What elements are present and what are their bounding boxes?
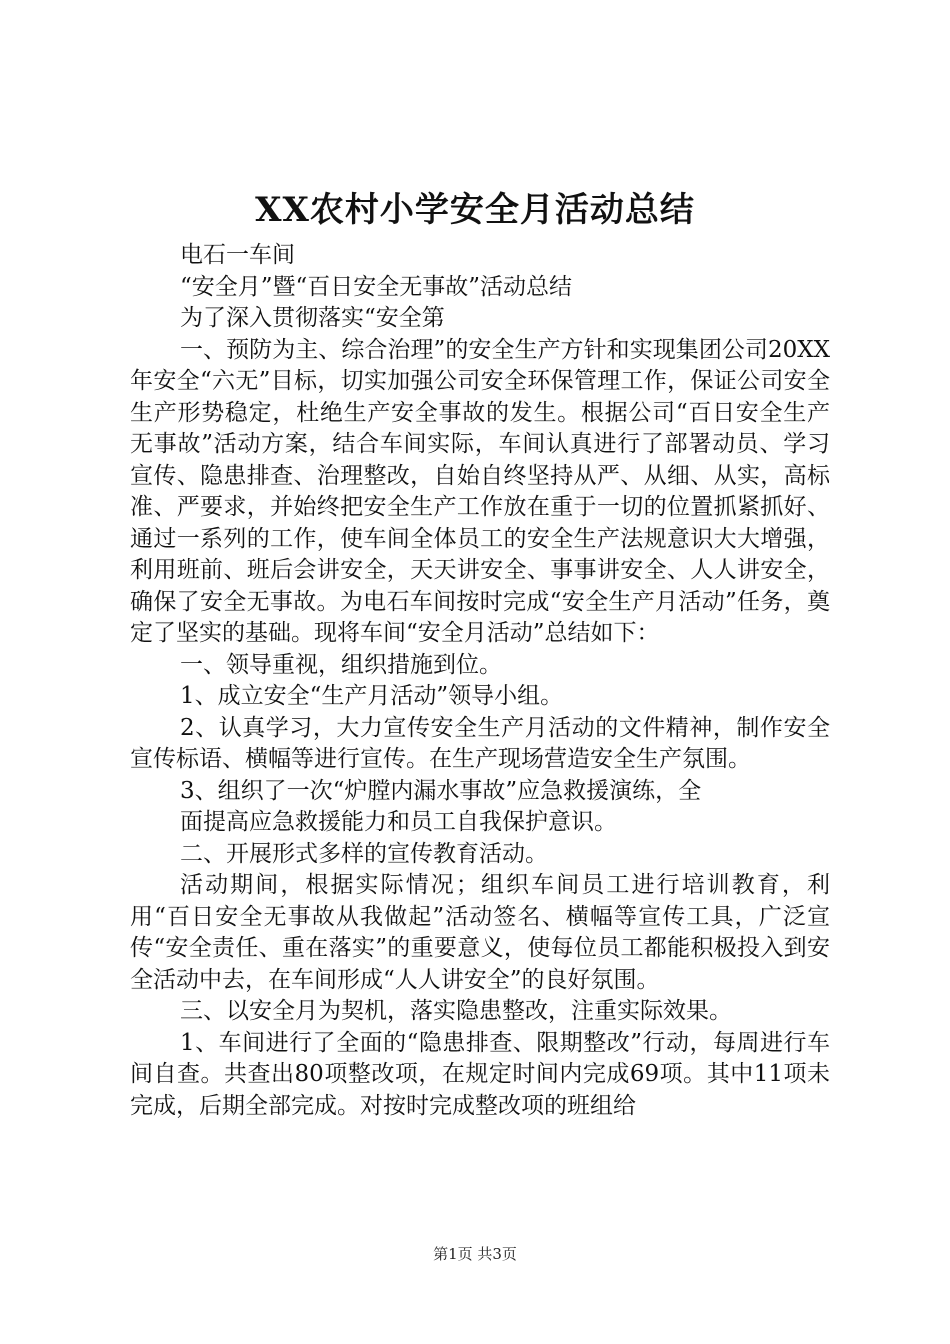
document-title: XX农村小学安全月活动总结	[255, 190, 695, 230]
page-number-footer: 第1页 共3页	[433, 1245, 517, 1263]
section-heading-3: 三、以安全月为契机，落实隐患整改，注重实际效果。	[180, 998, 732, 1024]
paragraph-section-2: 活动期间，根据实际情况；组织车间员工进行培训教育，利用“百日安全无事故从我做起”活动签名、横幅等宣传工具，广泛宣传“安全责任、重在落实”的重要意义，使每位员工都能积极投入到安全活动中去，在车间形成“人人讲安全”的良好氛围。	[130, 872, 830, 993]
paragraph-item-1-3-cont: 面提高应急救援能力和员工自我保护意识。	[180, 809, 617, 835]
paragraph-intro: 为了深入贯彻落实“安全第	[180, 305, 445, 331]
paragraph-item-1-1: 1、成立安全“生产月活动”领导小组。	[180, 683, 564, 709]
section-heading-2: 二、开展形式多样的宣传教育活动。	[180, 840, 548, 867]
paragraph-item-3-1: 1、车间进行了全面的“隐患排查、限期整改”行动，每周进行车间自查。共查出80项整改项，在规定时间内完成69项。其中11项未完成，后期全部完成。对按时完成整改项的班组给	[130, 1029, 830, 1119]
paragraph-item-1-3: 3、组织了一次“炉膛内漏水事故”应急救援演练，全	[180, 777, 702, 804]
paragraph-overview: 一、预防为主、综合治理”的安全生产方针和实现集团公司20XX年安全“六无”目标，切实加强公司安全环保管理工作，保证公司安全生产形势稳定，杜绝生产安全事故的发生。根据公司“百日安全生产无事故”活动方案，结合车间实际，车间认真进行了部署动员、学习宣传、隐患排查、治理整改，自始自终坚持从严、从细、从实，高标准、严要求，并始终把安全生产工作放在重于一切的位置抓紧抓好、通过一系列的工作，使车间全体员工的安全生产法规意识大大增强，利用班前、班后会讲安全，天天讲安全、事事讲安全、人人讲安全，确保了安全无事故。为电石车间按时完成“安全生产月活动”任务，奠定了坚实的基础。现将车间“安全月活动”总结如下：	[130, 336, 830, 646]
document-body	[130, 240, 830, 1122]
section-heading-1: 一、领导重视，组织措施到位。	[180, 651, 502, 678]
paragraph-item-1-2: 2、认真学习，大力宣传安全生产月活动的文件精神，制作安全宣传标语、横幅等进行宣传。在生产现场营造安全生产氛围。	[130, 714, 830, 772]
paragraph-subtitle: “安全月”暨“百日安全无事故”活动总结	[180, 273, 573, 300]
paragraph-department: 电石一车间	[180, 242, 295, 268]
